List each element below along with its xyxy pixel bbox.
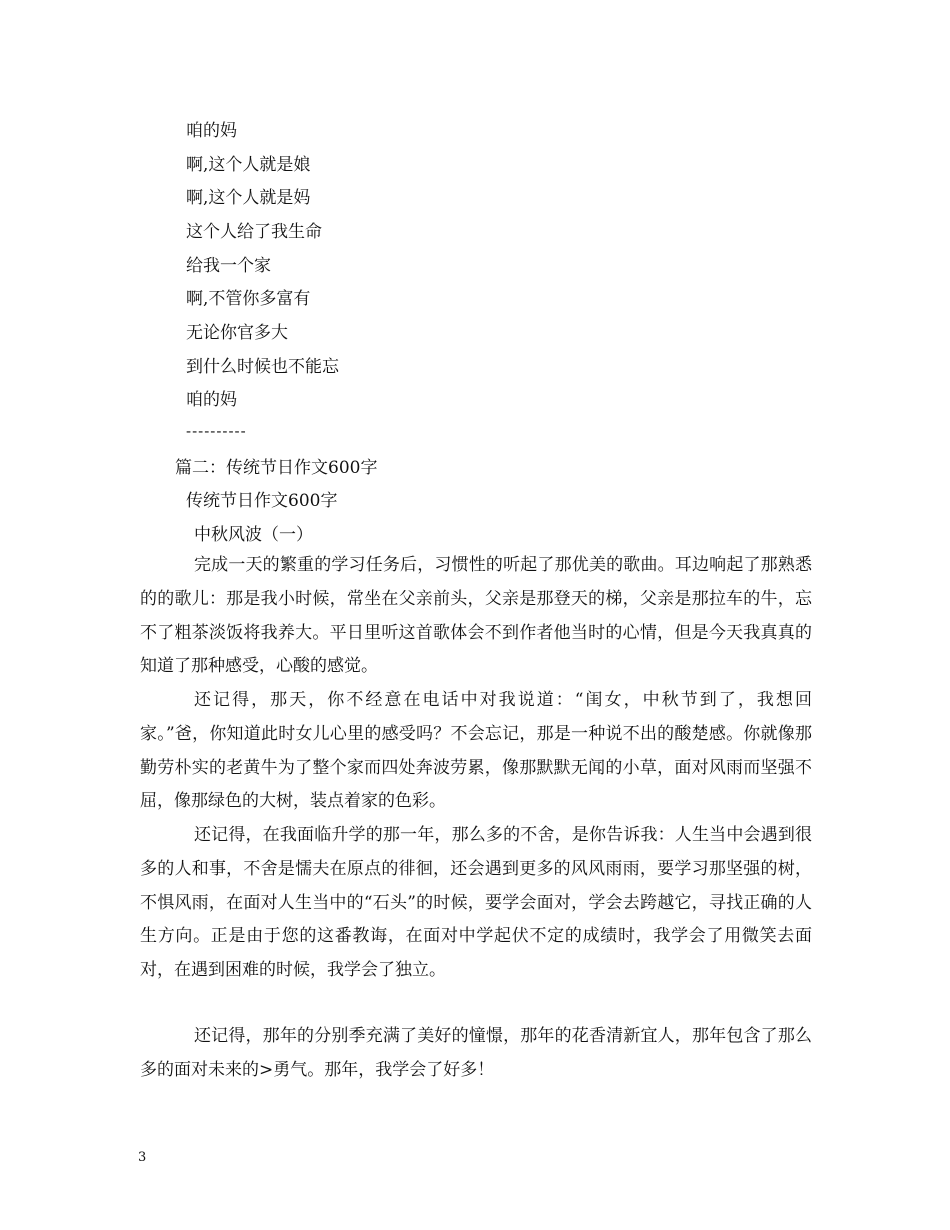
poem-line: 咱的妈	[186, 390, 237, 410]
article-title: 传统节日作文600字	[186, 491, 338, 511]
article-subtitle: 中秋风波（一）	[194, 525, 313, 545]
separator: ----------	[186, 422, 247, 440]
poem-line: 啊,这个人就是娘	[186, 155, 311, 175]
poem-line: 咱的妈	[186, 121, 237, 141]
poem-line: 无论你官多大	[186, 323, 288, 343]
body-paragraph: 完成一天的繁重的学习任务后，习惯性的听起了那优美的歌曲。耳边响起了那熟悉的的歌儿：那是我小时候，常坐在父亲前头，父亲是那登天的梯，父亲是那拉车的牛，忘不了粗茶淡饭将我养大。平日里听这首歌体会不到作者他当时的心情，但是今天我真真的知道了那种感受，心酸的感觉。	[140, 555, 812, 677]
body-paragraph: 还记得，那年的分别季充满了美好的憧憬，那年的花香清新宜人，那年包含了那么多的面对未来的>勇气。那年，我学会了好多！	[140, 1026, 812, 1080]
page-number: 3	[138, 1150, 147, 1165]
poem-line: 啊,这个人就是妈	[186, 188, 311, 208]
poem-line: 这个人给了我生命	[186, 222, 322, 242]
body-paragraph: 还记得，在我面临升学的那一年，那么多的不舍，是你告诉我：人生当中会遇到很多的人和事，不舍是懦夫在原点的徘徊，还会遇到更多的风风雨雨，要学习那坚强的树，不惧风雨，在面对人生当中的“石头”的时候，要学会面对，学会去跨越它，寻找正确的人生方向。正是由于您的这番教诲，在面对中学起伏不定的成绩时，我学会了用微笑去面对，在遇到困难的时候，我学会了独立。	[140, 825, 812, 981]
poem-line: 到什么时候也不能忘	[186, 357, 339, 377]
poem-line: 给我一个家	[186, 256, 271, 276]
section-heading: 篇二：传统节日作文600字	[175, 458, 378, 478]
poem-line: 啊,不管你多富有	[186, 289, 311, 309]
body-paragraph: 还记得，那天，你不经意在电话中对我说道：“闺女，中秋节到了，我想回家。”爸，你知道此时女儿心里的感受吗？不会忘记，那是一种说不出的酸楚感。你就像那勤劳朴实的老黄牛为了整个家而四处奔波劳累，像那默默无闻的小草，面对风雨而坚强不屈，像那绿色的大树，装点着家的色彩。	[140, 690, 812, 812]
